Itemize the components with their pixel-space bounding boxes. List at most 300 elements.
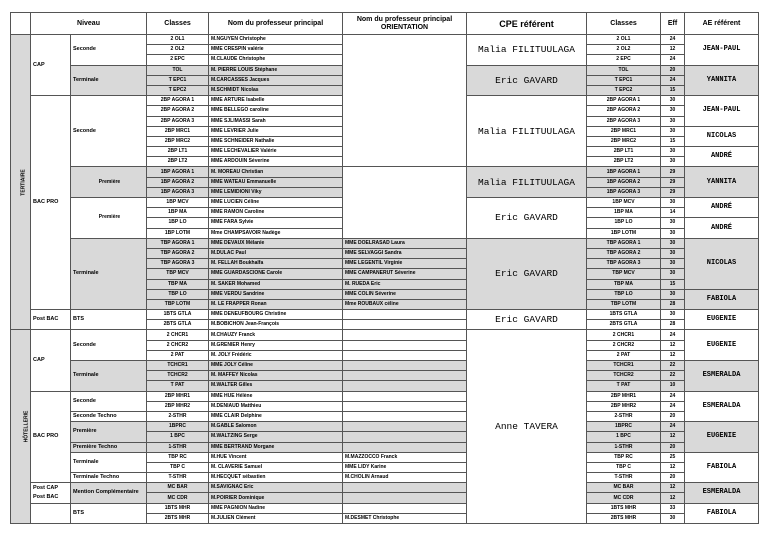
headcount-cell: 29 [661, 167, 685, 177]
header-eff: Eff [661, 13, 685, 35]
class-cell: 2 OL2 [147, 45, 209, 55]
headcount-cell: 30 [661, 198, 685, 208]
class-cell: TCHCR2 [147, 371, 209, 381]
headcount-cell: 30 [661, 228, 685, 238]
class-cell: MC CDR [147, 493, 209, 503]
teacher-cell: M. FELLAH Boukhalfa [209, 259, 343, 269]
cpe-cell: Eric GAVARD [467, 65, 587, 96]
orientation-cell [343, 391, 467, 401]
cpe-cell: Eric GAVARD [467, 238, 587, 309]
headcount-cell: 24 [661, 55, 685, 65]
class-cell: 2BP AGORA 2 [147, 106, 209, 116]
orientation-cell: MME LIDY Karine [343, 462, 467, 472]
headcount-cell: 30 [661, 106, 685, 116]
teacher-cell: MME DEVAUX Mélanie [209, 238, 343, 248]
header-ae: AE référent [685, 13, 759, 35]
teacher-cell: M.SCHMIDT Nicolas [209, 85, 343, 95]
teacher-cell: Mme CHAMPSAVOIR Nadège [209, 228, 343, 238]
header-classes2: Classes [587, 13, 661, 35]
teacher-cell: M.GABLE Salomon [209, 422, 343, 432]
class-cell-right: TBP MA [587, 279, 661, 289]
ae-cell: ANDRÉ [685, 218, 759, 238]
class-cell: 2 EPC [147, 55, 209, 65]
orientation-cell [343, 361, 467, 371]
header-niveau: Niveau [31, 13, 147, 35]
class-cell: TBP C [147, 462, 209, 472]
class-cell: 1BP LOTM [147, 228, 209, 238]
orientation-cell [343, 167, 467, 238]
orientation-cell [343, 340, 467, 350]
headcount-cell: 12 [661, 340, 685, 350]
class-cell: TBP AGORA 2 [147, 248, 209, 258]
ae-cell: ESMERALDA [685, 391, 759, 422]
class-cell: 2BP MHR1 [147, 391, 209, 401]
table-row [11, 452, 759, 462]
class-cell-right: TBP AGORA 3 [587, 259, 661, 269]
class-cell: 1BP AGORA 3 [147, 187, 209, 197]
class-cell-right: T EPC1 [587, 75, 661, 85]
class-cell: 1-STHR [147, 442, 209, 452]
ae-cell: ANDRÉ [685, 147, 759, 167]
headcount-cell: 12 [661, 493, 685, 503]
orientation-cell: MME LEGENTIL Virginie [343, 259, 467, 269]
orientation-cell [343, 310, 467, 320]
class-cell-right: 2BP AGORA 3 [587, 116, 661, 126]
headcount-cell: 24 [661, 330, 685, 340]
ae-cell: FABIOLA [685, 289, 759, 309]
class-cell-right: 1BTS MHR [587, 503, 661, 513]
group-label: Post BAC [31, 310, 71, 330]
class-cell: T EPC1 [147, 75, 209, 85]
level-label: Terminale [71, 65, 147, 96]
class-cell: 1BP MCV [147, 198, 209, 208]
class-cell-right: TCHCR2 [587, 371, 661, 381]
ae-cell: EUGENIE [685, 330, 759, 361]
headcount-cell: 29 [661, 177, 685, 187]
class-cell-right: 2 OL1 [587, 35, 661, 45]
class-cell: 2 OL1 [147, 35, 209, 45]
class-cell-right: 1BP LO [587, 218, 661, 228]
teacher-cell: M.CLAUDE Christophe [209, 55, 343, 65]
group-label: CAP [31, 35, 71, 96]
teacher-cell: M.NGUYEN Christophe [209, 35, 343, 45]
class-cell: 1 BPC [147, 432, 209, 442]
headcount-cell: 33 [661, 503, 685, 513]
headcount-cell: 28 [661, 299, 685, 309]
section-label [11, 330, 31, 524]
table-row [11, 310, 759, 320]
class-cell: 1BTS MHR [147, 503, 209, 513]
teacher-cell: M.WALTER Gilles [209, 381, 343, 391]
class-cell: 2BP MRC1 [147, 126, 209, 136]
class-cell-right: TBP AGORA 2 [587, 248, 661, 258]
class-cell-right: TCHCR1 [587, 361, 661, 371]
headcount-cell: 15 [661, 136, 685, 146]
header-orient: Nom du professeur principal ORIENTATION [343, 13, 467, 35]
teacher-cell: M. MOREAU Christian [209, 167, 343, 177]
class-cell: 1BP AGORA 1 [147, 167, 209, 177]
class-cell: T-STHR [147, 473, 209, 483]
class-cell-right: TBP RC [587, 452, 661, 462]
teacher-cell: M. SAKER Mohamed [209, 279, 343, 289]
headcount-cell: 20 [661, 411, 685, 421]
teacher-cell: MME LUCIEN Céline [209, 198, 343, 208]
class-cell: 2BP LT1 [147, 147, 209, 157]
class-cell: 2BP AGORA 1 [147, 96, 209, 106]
level-label: Terminale [71, 452, 147, 472]
headcount-cell: 24 [661, 422, 685, 432]
orientation-cell [343, 320, 467, 330]
headcount-cell: 12 [661, 432, 685, 442]
section-label [11, 35, 31, 330]
headcount-cell: 30 [661, 218, 685, 228]
level-label: Première [71, 198, 147, 239]
orientation-cell [343, 493, 467, 503]
ae-cell: FABIOLA [685, 452, 759, 483]
level-label: Première Techno [71, 442, 147, 452]
ae-cell: EUGENIE [685, 310, 759, 330]
teacher-cell: MME WATEAU Emmanuelle [209, 177, 343, 187]
orientation-cell [343, 350, 467, 360]
teacher-cell: M.HECQUET sébastien [209, 473, 343, 483]
class-cell-right: TBP LOTM [587, 299, 661, 309]
table-row [11, 238, 759, 248]
orientation-cell: MME COLIN Séverine [343, 289, 467, 299]
headcount-cell: 30 [661, 289, 685, 299]
teacher-cell: MME FARA Sylvie [209, 218, 343, 228]
class-cell-right: 2BP LT1 [587, 147, 661, 157]
teacher-cell: MME LEVRIER Julie [209, 126, 343, 136]
class-cell: 1BPRC [147, 422, 209, 432]
class-cell-right: 2BTS GTLA [587, 320, 661, 330]
section-label-text: HÔTELLERIE [23, 410, 30, 443]
class-cell-right: 2BP LT2 [587, 157, 661, 167]
headcount-cell: 30 [661, 126, 685, 136]
level-label: Seconde [71, 391, 147, 411]
headcount-cell: 30 [661, 96, 685, 106]
class-cell: MC BAR [147, 483, 209, 493]
headcount-cell: 12 [661, 350, 685, 360]
group-label: BAC PRO [31, 391, 71, 483]
class-cell-right: 2BP AGORA 2 [587, 106, 661, 116]
teacher-cell: M.JULIEN Clément [209, 513, 343, 523]
headcount-cell: 12 [661, 45, 685, 55]
orientation-cell [343, 411, 467, 421]
class-cell-right: 1BP AGORA 1 [587, 167, 661, 177]
class-cell-right: 2BP MHR1 [587, 391, 661, 401]
orientation-cell [343, 35, 467, 167]
header-corner [11, 13, 31, 35]
class-cell-right: 2BP AGORA 1 [587, 96, 661, 106]
class-cell: TBP MA [147, 279, 209, 289]
level-label: Terminale Techno [71, 473, 147, 483]
table-row [11, 167, 759, 177]
orientation-cell: MME SELVAGGI Sandra [343, 248, 467, 258]
class-cell: 1BP AGORA 2 [147, 177, 209, 187]
ae-cell: NICOLAS [685, 126, 759, 146]
orientation-cell [343, 442, 467, 452]
teacher-cell: M.SAVIGNAC Eric [209, 483, 343, 493]
class-cell-right: 1BP MCV [587, 198, 661, 208]
class-cell: 2BTS MHR [147, 513, 209, 523]
teacher-cell: MME GUARDASCIONE Carole [209, 269, 343, 279]
header-cpe: CPE référent [467, 13, 587, 35]
header-classes: Classes [147, 13, 209, 35]
class-cell: 2BP MHR2 [147, 401, 209, 411]
ae-cell: ANDRÉ [685, 198, 759, 218]
section-label-text: TERTIAIRE [20, 169, 27, 196]
class-cell-right: 2 PAT [587, 350, 661, 360]
table-row [11, 35, 759, 45]
class-cell-right: 1-STHR [587, 442, 661, 452]
ae-cell: JEAN-PAUL [685, 96, 759, 127]
headcount-cell: 30 [661, 116, 685, 126]
headcount-cell: 30 [661, 248, 685, 258]
headcount-cell: 30 [661, 157, 685, 167]
level-label: BTS [71, 503, 147, 523]
teacher-cell: MME CRESPIN valérie [209, 45, 343, 55]
teacher-cell: M. JOLY Frédéric [209, 350, 343, 360]
headcount-cell: 30 [661, 147, 685, 157]
level-label: Terminale [71, 361, 147, 392]
orientation-cell [343, 371, 467, 381]
headcount-cell: 15 [661, 279, 685, 289]
class-cell-right: 1BP LOTM [587, 228, 661, 238]
headcount-cell: 20 [661, 442, 685, 452]
cpe-cell: Malia FILITUULAGA [467, 96, 587, 167]
level-label: Mention Complémentaire [71, 483, 147, 503]
teacher-cell: M. LE FRAPPER Ronan [209, 299, 343, 309]
teacher-cell: M. PIERRE LOUIS Stéphane [209, 65, 343, 75]
orientation-cell [343, 422, 467, 432]
class-cell-right: 2 EPC [587, 55, 661, 65]
class-cell-right: 2BP MHR2 [587, 401, 661, 411]
class-cell: TOL [147, 65, 209, 75]
teacher-cell: M.BOBICHON Jean-François [209, 320, 343, 330]
table-row [11, 361, 759, 371]
class-cell-right: TOL [587, 65, 661, 75]
teacher-cell: M. MAFFEY Nicolas [209, 371, 343, 381]
class-cell: TBP AGORA 3 [147, 259, 209, 269]
headcount-cell: 24 [661, 35, 685, 45]
group-label: Post CAP Post BAC [31, 483, 71, 503]
level-label: BTS [71, 310, 147, 330]
headcount-cell: 22 [661, 371, 685, 381]
headcount-cell: 25 [661, 452, 685, 462]
class-cell-right: TBP C [587, 462, 661, 472]
teacher-cell: M.CARCASSES Jacques [209, 75, 343, 85]
class-cell: 2BP LT2 [147, 157, 209, 167]
teacher-cell: M.GRENIER Henry [209, 340, 343, 350]
level-label: Seconde Techno [71, 411, 147, 421]
class-cell-right: 2BP MRC2 [587, 136, 661, 146]
teacher-cell: M.WALTZING Serge [209, 432, 343, 442]
orientation-cell: M.DESMET Christophe [343, 513, 467, 523]
teacher-cell: MME LECHEVALIER Valérie [209, 147, 343, 157]
teacher-cell: M. CLAVERIE Samuel [209, 462, 343, 472]
headcount-cell: 30 [661, 269, 685, 279]
class-cell-right: 2-STHR [587, 411, 661, 421]
ae-cell: EUGENIE [685, 422, 759, 453]
headcount-cell: 28 [661, 320, 685, 330]
teacher-cell: MME ARDOUIN Séverine [209, 157, 343, 167]
header-prof: Nom du professeur principal [209, 13, 343, 35]
class-cell-right: 2 OL2 [587, 45, 661, 55]
cpe-cell: Malia FILITUULAGA [467, 35, 587, 66]
group-label: BAC PRO [31, 96, 71, 310]
teacher-cell: M.HUE Vincent [209, 452, 343, 462]
class-cell-right: 1BTS GTLA [587, 310, 661, 320]
orientation-cell: MME CAMPANERUT Séverine [343, 269, 467, 279]
class-cell-right: 2BP MRC1 [587, 126, 661, 136]
headcount-cell: 14 [661, 208, 685, 218]
teacher-cell: MME BERTRAND Morgane [209, 442, 343, 452]
table-row [11, 411, 759, 421]
headcount-cell: 29 [661, 187, 685, 197]
class-cell: 2-STHR [147, 411, 209, 421]
headcount-cell: 24 [661, 401, 685, 411]
teacher-cell: M.DULAC Paul [209, 248, 343, 258]
headcount-cell: 20 [661, 65, 685, 75]
orientation-cell [343, 381, 467, 391]
level-label: Première [71, 422, 147, 442]
class-cell: 1BP LO [147, 218, 209, 228]
level-label: Seconde [71, 330, 147, 361]
headcount-cell: 30 [661, 259, 685, 269]
class-cell-right: 1BP AGORA 2 [587, 177, 661, 187]
class-cell: TBP AGORA 1 [147, 238, 209, 248]
table-row [11, 330, 759, 340]
class-cell: 1BTS GTLA [147, 310, 209, 320]
orientation-cell [343, 432, 467, 442]
class-cell: 2BP AGORA 3 [147, 116, 209, 126]
headcount-cell: 15 [661, 85, 685, 95]
teacher-cell: MME JOLY Céline [209, 361, 343, 371]
class-cell: T PAT [147, 381, 209, 391]
teacher-cell: MME SJLIMASSI Sarah [209, 116, 343, 126]
teacher-cell: MME SCHNEIDER Nathalie [209, 136, 343, 146]
level-label: Seconde [71, 35, 147, 66]
headcount-cell: 24 [661, 391, 685, 401]
level-label: Terminale [71, 238, 147, 309]
ae-cell: NICOLAS [685, 238, 759, 289]
ae-cell: YANNITA [685, 65, 759, 96]
teacher-cell: MME RAMON Caroline [209, 208, 343, 218]
class-cell-right: TBP MCV [587, 269, 661, 279]
teacher-cell: M.POIRIER Dominique [209, 493, 343, 503]
teacher-cell: MME CLAIR Delphine [209, 411, 343, 421]
class-cell-right: 2 CHCR2 [587, 340, 661, 350]
class-cell: TBP LOTM [147, 299, 209, 309]
class-cell-right: 1 BPC [587, 432, 661, 442]
orientation-cell: M. RUEDA Eric [343, 279, 467, 289]
ae-cell: YANNITA [685, 167, 759, 198]
orientation-cell [343, 330, 467, 340]
headcount-cell: 30 [661, 310, 685, 320]
class-cell-right: 1BP AGORA 3 [587, 187, 661, 197]
class-cell: T EPC2 [147, 85, 209, 95]
teacher-cell: MME DENEUFBOURG Christine [209, 310, 343, 320]
teacher-cell: MME LEMIDIONI Viky [209, 187, 343, 197]
orientation-cell: M.CHOLIN Arnaud [343, 473, 467, 483]
class-cell-right: 2BTS MHR [587, 513, 661, 523]
headcount-cell: 10 [661, 381, 685, 391]
teacher-cell: M.CHAUZY Franck [209, 330, 343, 340]
class-cell: 2BTS GTLA [147, 320, 209, 330]
headcount-cell: 20 [661, 473, 685, 483]
headcount-cell: 24 [661, 75, 685, 85]
ae-cell: FABIOLA [685, 503, 759, 523]
class-cell-right: 1BP MA [587, 208, 661, 218]
teacher-cell: MME ARTURE Isabelle [209, 96, 343, 106]
class-cell: 2 CHCR1 [147, 330, 209, 340]
table-row [11, 503, 759, 513]
class-cell: TBP RC [147, 452, 209, 462]
orientation-cell: MME DOELRASAD Laura [343, 238, 467, 248]
cpe-cell: Eric GAVARD [467, 310, 587, 330]
class-cell-right: TBP LO [587, 289, 661, 299]
orientation-cell: M.MAZZOCCO Franck [343, 452, 467, 462]
orientation-cell [343, 401, 467, 411]
table-row [11, 473, 759, 483]
class-cell-right: 1BPRC [587, 422, 661, 432]
level-label: Première [71, 167, 147, 198]
table-row [11, 483, 759, 493]
class-cell: 2 CHCR2 [147, 340, 209, 350]
header-row [11, 13, 759, 35]
table-row [11, 391, 759, 401]
class-cell-right: MC BAR [587, 483, 661, 493]
class-cell: TBP LO [147, 289, 209, 299]
teacher-cell: M.DENIAUD Matthieu [209, 401, 343, 411]
class-cell: TBP MCV [147, 269, 209, 279]
headcount-cell: 22 [661, 361, 685, 371]
cpe-cell: Anne TAVERA [467, 330, 587, 524]
class-table [10, 12, 759, 524]
document [10, 12, 758, 524]
ae-cell: JEAN-PAUL [685, 35, 759, 66]
class-cell-right: 2 CHCR1 [587, 330, 661, 340]
class-cell: 2BP MRC2 [147, 136, 209, 146]
cpe-cell: Malia FILITUULAGA [467, 167, 587, 198]
class-cell: 1BP MA [147, 208, 209, 218]
class-cell-right: T PAT [587, 381, 661, 391]
class-cell-right: MC CDR [587, 493, 661, 503]
orientation-cell: Mme ROUBAUX céline [343, 299, 467, 309]
class-cell: TCHCR1 [147, 361, 209, 371]
headcount-cell: 12 [661, 462, 685, 472]
group-label [31, 503, 71, 523]
teacher-cell: MME PAGNION Nadine [209, 503, 343, 513]
level-label: Seconde [71, 96, 147, 167]
class-cell-right: TBP AGORA 1 [587, 238, 661, 248]
teacher-cell: MME BELLEGO caroline [209, 106, 343, 116]
ae-cell: ESMERALDA [685, 483, 759, 503]
headcount-cell: 30 [661, 238, 685, 248]
headcount-cell: 30 [661, 513, 685, 523]
table-row [11, 422, 759, 432]
group-label: CAP [31, 330, 71, 391]
class-cell-right: T EPC2 [587, 85, 661, 95]
orientation-cell [343, 503, 467, 513]
orientation-cell [343, 483, 467, 493]
headcount-cell: 12 [661, 483, 685, 493]
ae-cell: ESMERALDA [685, 361, 759, 392]
class-cell: 2 PAT [147, 350, 209, 360]
class-cell-right: T-STHR [587, 473, 661, 483]
teacher-cell: MME HUE Hélène [209, 391, 343, 401]
teacher-cell: MME VERDU Sandrine [209, 289, 343, 299]
